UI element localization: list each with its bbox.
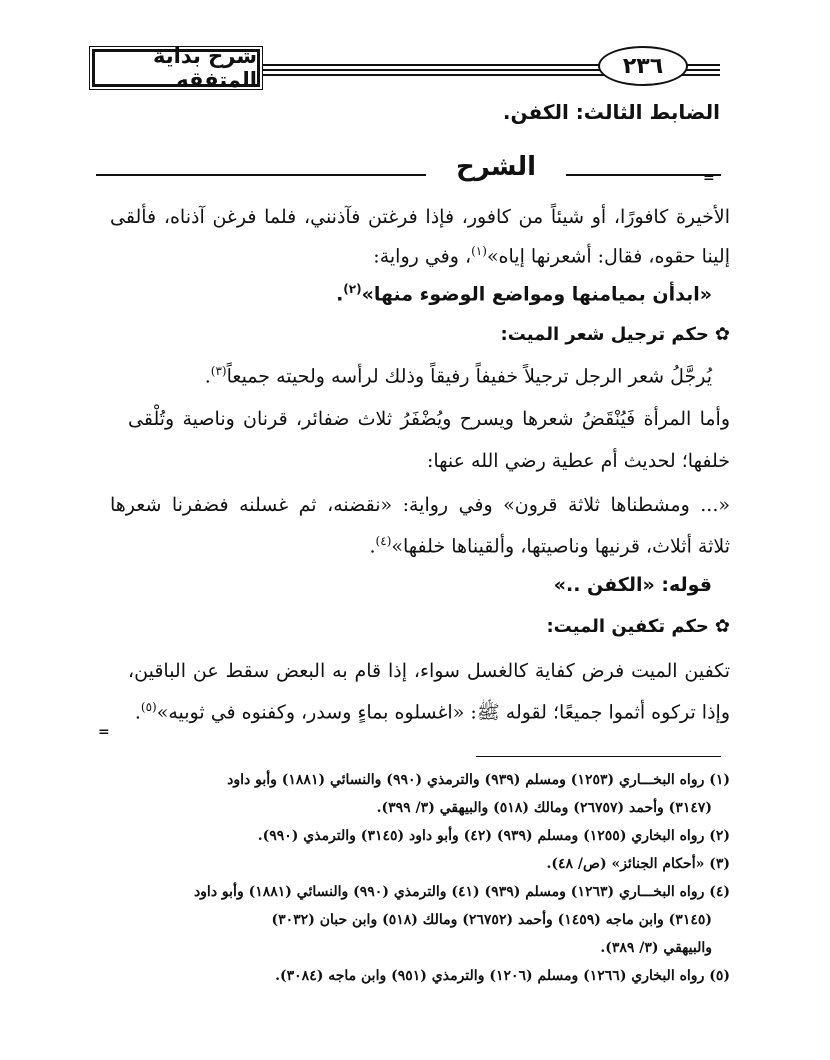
footnote-line: (١) رواه البخـــاري (١٢٥٣) ومسلم (٩٣٩) والترمذي (٩٩٠) والنسائي (١٨٨١) وأبو داود — [227, 772, 730, 788]
flower-icon: ✿ — [714, 616, 730, 637]
heading-text: حكم تكفين الميت: — [546, 616, 709, 637]
section-heading — [501, 324, 730, 345]
footnote-line: (٥) رواه البخاري (١٢٦٦) ومسلم (١٢٠٦) والترمذي (٩٥١) وابن ماجه (٣٠٨٤). — [275, 968, 730, 984]
heading-text: حكم ترجيل شعر الميت: — [500, 324, 709, 345]
equals-marker: = — [98, 724, 110, 740]
quote-line: «ابدأن بميامنها ومواضع الوضوء منها»$^{(٢)}$. — [336, 282, 712, 306]
book-title: شرح بداية المتفقه — [153, 44, 257, 92]
text-span: ، وفي رواية: — [373, 245, 472, 268]
quote-text: «ابدأن بميامنها ومواضع الوضوء منها» — [361, 283, 712, 306]
flower-icon: ✿ — [714, 324, 730, 345]
footnote-ref: (١) — [471, 244, 487, 258]
footnote-ref: (٢) — [343, 282, 362, 296]
paragraph-line: خلفها؛ لحديث أم عطية رضي الله عنها: — [426, 450, 730, 472]
paragraph-line: الأخيرة كافورًا، أو شيئاً من كافور، فإذا فرغتن فآذنني، فلما فرغن آذناه، فألقى — [110, 206, 730, 228]
footnote-ref: (٥) — [140, 700, 157, 714]
rule-heading: الضابط الثالث: الكفن. — [502, 100, 720, 124]
paragraph-line: تكفين الميت فرض كفاية كالغسل سواء، إذا قام به البعض سقط عن الباقين، — [128, 660, 730, 682]
paragraph-line: ثلاثة أثلاث، قرنيها وناصيتها، وألقيناها خلفها»$^{(٤)}$. — [369, 534, 730, 558]
footnote-separator — [476, 756, 721, 757]
section-heading — [546, 616, 730, 637]
paragraph-line: «... ومشطناها ثلاثة قرون» وفي رواية: «نقضنه، ثم غسلنه فضفرنا شعرها — [110, 494, 730, 516]
page-number: ٢٣٦ — [622, 53, 664, 79]
text-span: يُرجَّلُ شعر الرجل ترجيلاً خفيفاً رفيقاً وذلك لرأسه ولحيته جميعاً — [226, 365, 712, 388]
paragraph-line — [373, 244, 730, 267]
section-title: الشرح — [455, 152, 537, 182]
text-span: ثلاثة أثلاث، قرنيها وناصيتها، وألقيناها خلفها» — [391, 535, 730, 558]
footnote-line: (٤) رواه البخـــاري (١٢٦٣) ومسلم (٩٣٩) (٤١) والترمذي (٩٩٠) والنسائي (١٨٨١) وأبو داود — [193, 884, 730, 900]
footnote-line: (٢) رواه البخاري (١٢٥٥) ومسلم (٩٣٩) (٤٢) وأبو داود (٣١٤٥) والترمذي (٩٩٠). — [257, 828, 730, 844]
footnote-line: (٣١٤٥) وابن ماجه (١٤٥٩) وأحمد (٢٦٧٥٢) ومالك (٥١٨) وابن حبان (٣٠٣٢) — [271, 912, 712, 928]
paragraph-line: وإذا تركوه أثموا جميعًا؛ لقوله ﷺ: «اغسلوه بماءٍ وسدر، وكفنوه في ثوبيه»$^{(٥)}$. — [134, 700, 730, 724]
book-title-box — [92, 44, 260, 92]
footnote-line: (٣) «أحكام الجنائز» (ص/ ٤٨). — [546, 856, 730, 872]
footnote-ref: (٤) — [375, 534, 392, 548]
text-span: وإذا تركوه أثموا جميعًا؛ لقوله ﷺ: «اغسلوه بماءٍ وسدر، وكفنوه في ثوبيه» — [156, 701, 730, 724]
footnote-ref: (٣) — [210, 364, 227, 378]
page-number-badge — [598, 46, 688, 86]
paragraph-line: وأما المرأة فَيُنْقَضُ شعرها ويسرح ويُضْفَرُ ثلاث ضفائر، قرنان وناصية وتُلْقى — [128, 408, 730, 430]
footnote-line: والبيهقي (٣/ ٣٨٩). — [600, 940, 712, 956]
qawluh-line: قوله: «الكفن ..» — [553, 574, 712, 596]
equals-marker: = — [703, 170, 715, 186]
paragraph-line: يُرجَّلُ شعر الرجل ترجيلاً خفيفاً رفيقاً وذلك لرأسه ولحيته جميعاً$^{(٣)}$. — [204, 364, 712, 388]
footnote-line: (٣١٤٧) وأحمد (٢٦٧٥٧) ومالك (٥١٨) والبيهقي (٣/ ٣٩٩). — [376, 800, 712, 816]
section-divider — [96, 152, 721, 192]
text-span: إلينا حقوه، فقال: أشعرنها إياه» — [486, 245, 730, 268]
